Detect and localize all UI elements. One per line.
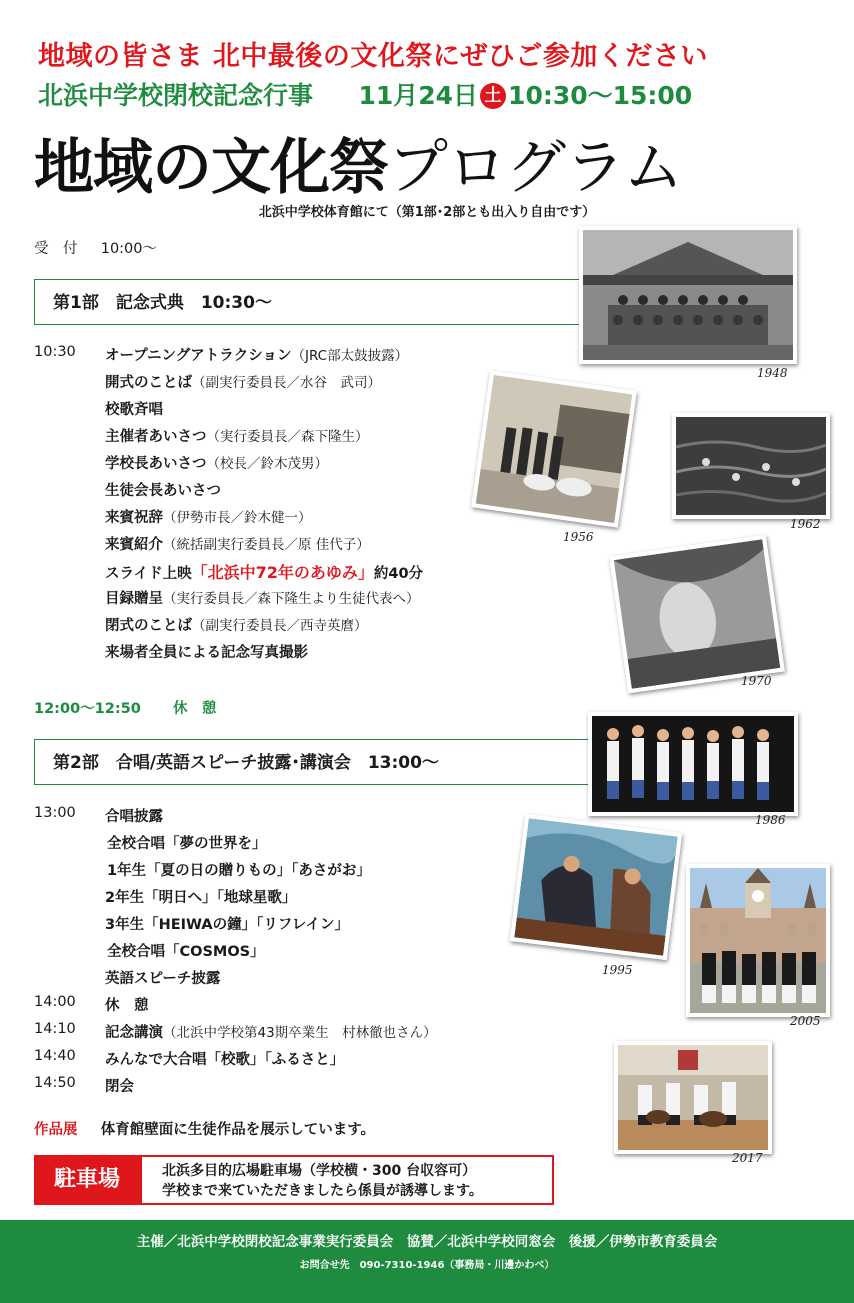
part2-heading: 第2部 合唱/英語スピーチ披露･講演会 13:00〜 xyxy=(34,739,590,785)
venue-note: 北浜中学校体育館にて（第1部･2部とも出入り自由です） xyxy=(258,205,596,220)
parking-label: 駐車場 xyxy=(34,1155,140,1205)
list-item: 来場者全員による記念写真撮影 xyxy=(105,645,308,661)
list-item: 開式のことば（副実行委員長／水谷 武司） xyxy=(105,375,381,391)
photo-1986 xyxy=(588,712,798,816)
event-line xyxy=(38,76,692,112)
list-item: 校歌斉唱 xyxy=(105,402,163,418)
parking-line1: 北浜多目的広場駐車場（学校横・300 台収容可） xyxy=(162,1163,477,1179)
slide-title: 「北浜中72年のあゆみ」 xyxy=(191,563,374,582)
title-bold: 地域の文化祭 xyxy=(34,133,388,203)
photo-1995 xyxy=(510,814,682,960)
photo-year: 1970 xyxy=(741,674,772,688)
reception-time: 10:00〜 xyxy=(100,241,158,257)
photo-year: 1948 xyxy=(757,366,788,380)
photo-2005 xyxy=(686,864,830,1017)
headline: 地域の皆さま 北中最後の文化祭にぜひご参加ください xyxy=(38,41,708,72)
exhibit-text: 体育館壁面に生徒作品を展示しています。 xyxy=(100,1122,376,1138)
list-item: 生徒会長あいさつ xyxy=(105,483,221,499)
parking-line2: 学校まで来ていただきましたら係員が誘導します。 xyxy=(162,1183,483,1199)
part1-heading: 第1部 記念式典 10:30〜 xyxy=(34,279,586,325)
part1-list xyxy=(105,344,423,668)
photo-1970 xyxy=(609,535,785,694)
list-item: 来賓紹介（統括副実行委員長／原 佳代子） xyxy=(105,537,370,553)
photo-1962 xyxy=(672,413,830,519)
reception-label: 受 付 xyxy=(34,241,78,257)
list-item: 学校長あいさつ（校長／鈴木茂男） xyxy=(105,456,328,472)
photo-1956 xyxy=(471,370,637,527)
page-title xyxy=(34,120,682,206)
exhibit-row xyxy=(34,1118,375,1139)
parking-info xyxy=(140,1155,554,1205)
event-date: 11月24日 xyxy=(358,81,479,110)
photo-2017 xyxy=(614,1041,772,1154)
footer-contact: お問合せ先 090-7310-1946（事務局・川邊かわべ） xyxy=(299,1260,555,1271)
photo-year: 2005 xyxy=(790,1014,821,1028)
footer xyxy=(0,1220,854,1303)
photo-year: 1995 xyxy=(602,963,633,977)
photo-year: 1956 xyxy=(563,530,594,544)
photo-year: 2017 xyxy=(732,1151,763,1165)
event-time: 10:30〜15:00 xyxy=(508,81,693,110)
reception xyxy=(34,237,157,258)
exhibit-label: 作品展 xyxy=(34,1122,78,1138)
event-name: 北浜中学校閉校記念行事 xyxy=(38,81,314,110)
footer-organizers: 主催／北浜中学校閉校記念事業実行委員会 協賛／北浜中学校同窓会 後援／伊勢市教育委員会 xyxy=(136,1234,718,1250)
break-label: 休 憩 xyxy=(172,701,217,717)
list-item: 主催者あいさつ（実行委員長／森下隆生） xyxy=(105,429,369,445)
weekday-badge: 土 xyxy=(480,83,506,109)
break-row xyxy=(34,697,216,718)
list-item-slide: スライド上映「北浜中72年のあゆみ」約40分 xyxy=(105,563,424,582)
photo-year: 1986 xyxy=(755,813,786,827)
photo-1948 xyxy=(579,226,797,364)
break-time: 12:00〜12:50 xyxy=(34,701,141,717)
list-item: オープニングアトラクション（JRC部太鼓披露） xyxy=(105,348,409,364)
title-light: プログラム xyxy=(388,133,683,203)
photo-year: 1962 xyxy=(790,517,821,531)
list-item: 閉式のことば（副実行委員長／西寺英麿） xyxy=(105,618,368,634)
list-item: 来賓祝辞（伊勢市長／鈴木健一） xyxy=(105,510,312,526)
list-item: 目録贈呈（実行委員長／森下隆生より生徒代表へ） xyxy=(105,591,420,607)
part1-start-time: 10:30 xyxy=(34,344,76,360)
